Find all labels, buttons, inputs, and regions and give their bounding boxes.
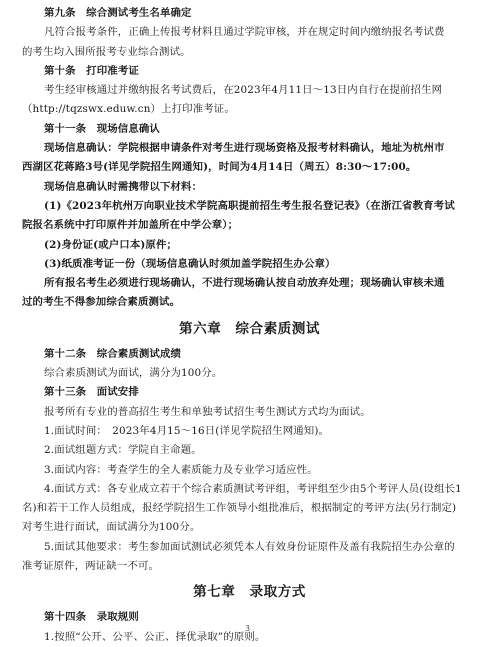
interview-question-method: 2.面试组题方式：学院自主命题。	[44, 444, 202, 457]
article-12-heading: 第十二条 综合素质测试成绩	[44, 347, 182, 360]
article-10-text-line: 考生经审核通过并缴纳报名考试费后，在2023年4月11日～13日内自行在提前招生网	[44, 84, 443, 97]
interview-method: 4.面试方式：各专业成立若干个综合素质测试考评组，考评组至少由5个考评人员(设组长1	[44, 482, 462, 495]
interview-method-cont: 对考生进行面试，面试满分为100分。	[22, 521, 201, 534]
article-10-text-line: （http://tqzswx.eduw.cn）上打印准考证。	[22, 103, 235, 116]
interview-time: 1.面试时间： 2023年4月15～16日(详见学院招生网通知)。	[44, 424, 330, 437]
material-item-3: (3)纸质准考证一份（现场信息确认时须加盖学院招生办公章）	[44, 257, 336, 270]
article-11-heading: 第十一条 现场信息确认	[44, 122, 160, 135]
confirmation-notice-cont: 过的考生不得参加综合素质测试。	[22, 296, 181, 309]
article-12-text-line: 综合素质测试为面试，满分为100分。	[44, 367, 223, 380]
article-14-heading: 第十四条 录取规则	[44, 611, 139, 624]
material-item-2: (2)身份证(或户口本)原件；	[44, 238, 178, 251]
interview-other-requirements: 5.面试其他要求：考生参加面试测试必须凭本人有效身份证原件及盖有我院招生办公章的	[44, 540, 455, 553]
page-number: 3	[244, 624, 251, 633]
article-13-heading: 第十三条 面试安排	[44, 386, 139, 399]
material-item-1-cont: 院报名系统中打印原件并加盖所在中学公章）；	[22, 219, 239, 232]
article-9-text-line: 的考生均入围所报考专业综合测试。	[22, 45, 191, 58]
article-10-heading: 第十条 打印准考证	[44, 64, 139, 77]
article-13-text-line: 报考所有专业的普高招生考生和单独考试招生考生测试方式均为面试。	[44, 405, 371, 418]
article-11-text-line: 现场信息确认：学院根据申请条件对考生进行现场资格及报考材料确认，地址为杭州市	[44, 142, 445, 155]
article-11-text-line: 西湖区花蒋路3号(详见学院招生网通知)，时间为4月14日（周五）8:30～17:00。	[22, 161, 417, 174]
chapter-7-title: 第七章 录取方式	[193, 584, 306, 601]
article-9-heading: 第九条 综合测试考生名单确定	[44, 7, 192, 19]
interview-content: 3.面试内容：考查学生的全人素质能力及专业学习适应性。	[44, 463, 318, 476]
interview-other-requirements-cont: 准考证原件，两证缺一不可。	[22, 560, 160, 573]
material-item-1: (1)《2023年杭州万向职业技术学院高职提前招生考生报名登记表》（在浙江省教育考试	[44, 199, 455, 212]
interview-method-cont: 名)和若干工作人员组成，报经学院招生工作领导小组批准后，根据制定的考评方法(另行制定)	[22, 502, 457, 515]
article-14-text-line: 1.按照“公开、公平、公正、择优录取”的原则。	[44, 630, 266, 643]
article-9-text-line: 凡符合报考条件，正确上传报考材料且通过学院审核，并在规定时间内缴纳报名考试费	[44, 26, 445, 39]
materials-heading: 现场信息确认时需携带以下材料：	[44, 180, 203, 193]
chapter-6-title: 第六章 综合素质测试	[179, 320, 320, 337]
confirmation-notice: 所有报名考生必须进行现场确认，不进行现场确认按自动放弃处理；现场确认审核未通	[44, 277, 445, 290]
